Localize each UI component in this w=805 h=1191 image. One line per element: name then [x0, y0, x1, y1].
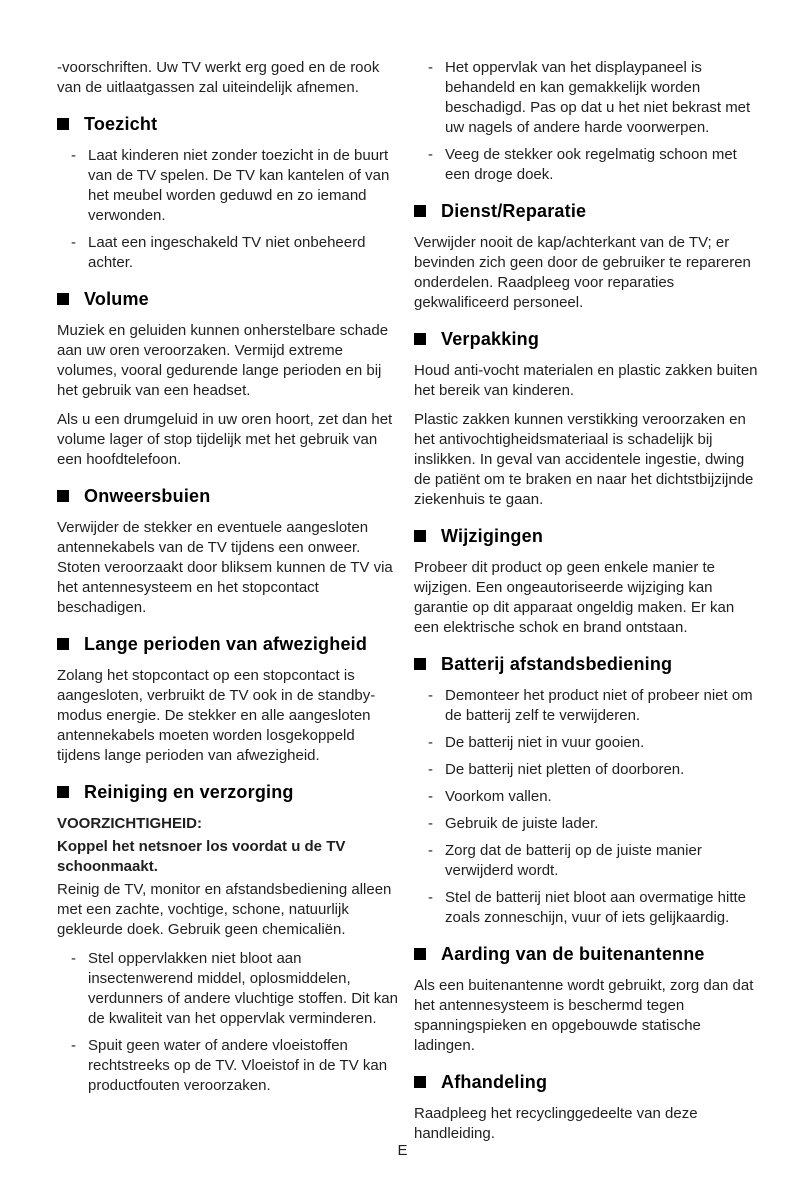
- list-item-text: Spuit geen water of andere vloeistoffen rechtstreeks op de TV. Vloeistof in de TV kan productfouten veroorzaken.: [88, 1037, 388, 1094]
- section-heading-text: Wijzigingen: [441, 526, 544, 546]
- paragraph: Raadpleeg het recyclinggedeelte van deze handleiding.: [414, 1105, 698, 1142]
- section-heading-text: Lange perioden van afwezigheid: [84, 634, 368, 654]
- section-heading-text: Onweersbuien: [84, 486, 211, 506]
- square-bullet-icon: [414, 948, 426, 960]
- dash-bullet: -: [428, 761, 433, 778]
- dash-bullet: -: [428, 889, 433, 906]
- paragraph: Probeer dit product op geen enkele manier te wijzigen. Een ongeautoriseerde wijziging kan garantie op dit apparaat ongeldig maken. Er kan een elektrische schok en brand ontstaan.: [414, 559, 735, 636]
- section-heading: [414, 943, 759, 965]
- paragraph: -voorschriften. Uw TV werkt erg goed en de rook van de uitlaatgassen zal uiteindelijk afnemen.: [57, 59, 380, 96]
- square-bullet-icon: [414, 333, 426, 345]
- paragraph: Verwijder de stekker en eventuele aangesloten antennekabels van de TV tijdens een onweer. Stoten veroorzaakt door bliksem kunnen de TV via het antennesysteem en het stopcontact beschadigen.: [57, 519, 393, 616]
- list-item: [414, 814, 759, 834]
- caution-text: VOORZICHTIGHEID:: [57, 815, 202, 832]
- page-number: E: [397, 1142, 408, 1159]
- paragraph: Muziek en geluiden kunnen onherstelbare schade aan uw oren veroorzaken. Vermijd extreme volumes, vooral gedurende lange perioden en bij het gebruik van een headset.: [57, 322, 389, 399]
- dash-bullet: -: [71, 1037, 76, 1054]
- square-bullet-icon: [57, 638, 69, 650]
- list-item-text: De batterij niet pletten of doorboren.: [445, 761, 685, 778]
- dash-bullet: -: [428, 815, 433, 832]
- section-heading: [57, 113, 402, 135]
- list-item: [57, 233, 402, 273]
- list-item: [414, 888, 759, 928]
- section-heading-text: Afhandeling: [441, 1072, 548, 1092]
- list-item-text: Veeg de stekker ook regelmatig schoon met een droge doek.: [445, 146, 737, 183]
- list-item-text: Demonteer het product niet of probeer niet om de batterij zelf te verwijderen.: [445, 687, 753, 724]
- column-left: [57, 58, 402, 1191]
- list-item-text: Voorkom vallen.: [445, 788, 552, 805]
- section-heading-text: Dienst/Reparatie: [441, 201, 587, 221]
- dash-bullet: -: [428, 59, 433, 76]
- dash-bullet: -: [71, 234, 76, 251]
- list-item: [414, 686, 759, 726]
- section-heading-text: Batterij afstandsbediening: [441, 654, 673, 674]
- list-item: [57, 949, 402, 1029]
- section-heading-text: Reiniging en verzorging: [84, 782, 294, 802]
- paragraph: Als een buitenantenne wordt gebruikt, zorg dan dat het antennesysteem is beschermd tegen spanningspieken en opgebouwde statische ladingen.: [414, 977, 754, 1054]
- dash-bullet: -: [71, 147, 76, 164]
- list-item: [414, 145, 759, 185]
- square-bullet-icon: [57, 490, 69, 502]
- list-item: [414, 58, 759, 138]
- square-bullet-icon: [414, 530, 426, 542]
- section-heading: [414, 1071, 759, 1093]
- section-heading: [414, 653, 759, 675]
- section-heading: [57, 485, 402, 507]
- column-right: [414, 58, 759, 1191]
- section-heading-text: Volume: [84, 289, 149, 309]
- square-bullet-icon: [414, 658, 426, 670]
- paragraph: Reinig de TV, monitor en afstandsbediening alleen met een zachte, vochtige, schone, natuurlijk gekleurde doek. Gebruik geen chemicaliën.: [57, 881, 392, 938]
- list-item: [57, 1036, 402, 1096]
- list-item: [57, 146, 402, 226]
- list-item-text: Gebruik de juiste lader.: [445, 815, 599, 832]
- list-item: [414, 733, 759, 753]
- paragraph: Verwijder nooit de kap/achterkant van de TV; er bevinden zich geen door de gebruiker te repareren onderdelen. Raadpleeg voor reparaties gekwalificeerd personeel.: [414, 234, 751, 311]
- caution-text: Koppel het netsnoer los voordat u de TV schoonmaakt.: [57, 838, 346, 875]
- square-bullet-icon: [57, 786, 69, 798]
- paragraph: Zolang het stopcontact op een stopcontact is aangesloten, verbruikt de TV ook in de standby-modus energie. De stekker en alle aangesloten antennekabels moeten worden losgekoppeld tijdens lange perioden van afwezigheid.: [57, 667, 376, 764]
- paragraph: Als u een drumgeluid in uw oren hoort, zet dan het volume lager of stop tijdelijk met het gebruik van een hoofdtelefoon.: [57, 411, 393, 468]
- section-heading: [414, 328, 759, 350]
- paragraph: Plastic zakken kunnen verstikking veroorzaken en het antivochtigheidsmateriaal is schadelijk bij inslikken. In geval van accidentele ingestie, dwing de patiënt om te braken en naar het dichtstbijzijnde ziekenhuis te gaan.: [414, 411, 754, 508]
- list-item-text: Laat kinderen niet zonder toezicht in de buurt van de TV spelen. De TV kan kantelen of van het meubel worden geduwd en zo iemand verwonden.: [88, 147, 390, 224]
- square-bullet-icon: [57, 118, 69, 130]
- square-bullet-icon: [414, 1076, 426, 1088]
- dash-bullet: -: [428, 842, 433, 859]
- section-heading: [57, 781, 402, 803]
- square-bullet-icon: [57, 293, 69, 305]
- list-item-text: De batterij niet in vuur gooien.: [445, 734, 645, 751]
- section-heading: [414, 200, 759, 222]
- dash-bullet: -: [71, 950, 76, 967]
- dash-bullet: -: [428, 146, 433, 163]
- square-bullet-icon: [414, 205, 426, 217]
- section-heading-text: Toezicht: [84, 114, 158, 134]
- section-heading: [57, 633, 402, 655]
- list-item: [414, 760, 759, 780]
- dash-bullet: -: [428, 687, 433, 704]
- section-heading-text: Verpakking: [441, 329, 540, 349]
- section-heading: [414, 525, 759, 547]
- paragraph: Houd anti-vocht materialen en plastic zakken buiten het bereik van kinderen.: [414, 362, 758, 399]
- list-item-text: Stel de batterij niet bloot aan overmatige hitte zoals zonneschijn, vuur of iets gelijkaardig.: [445, 889, 747, 926]
- list-item-text: Stel oppervlakken niet bloot aan insectenwerend middel, oplosmiddelen, verdunners of andere vluchtige stoffen. Dit kan de kwaliteit van het oppervlak verminderen.: [88, 950, 398, 1027]
- list-item: [414, 787, 759, 807]
- list-item-text: Zorg dat de batterij op de juiste manier verwijderd wordt.: [445, 842, 702, 879]
- dash-bullet: -: [428, 734, 433, 751]
- section-heading-text: Aarding van de buitenantenne: [441, 944, 705, 964]
- section-heading: [57, 288, 402, 310]
- list-item-text: Laat een ingeschakeld TV niet onbeheerd achter.: [88, 234, 366, 271]
- list-item-text: Het oppervlak van het displaypaneel is behandeld en kan gemakkelijk worden beschadigd. Pas op dat u het niet bekrast met uw nagels of andere harde voorwerpen.: [445, 59, 751, 136]
- list-item: [414, 841, 759, 881]
- dash-bullet: -: [428, 788, 433, 805]
